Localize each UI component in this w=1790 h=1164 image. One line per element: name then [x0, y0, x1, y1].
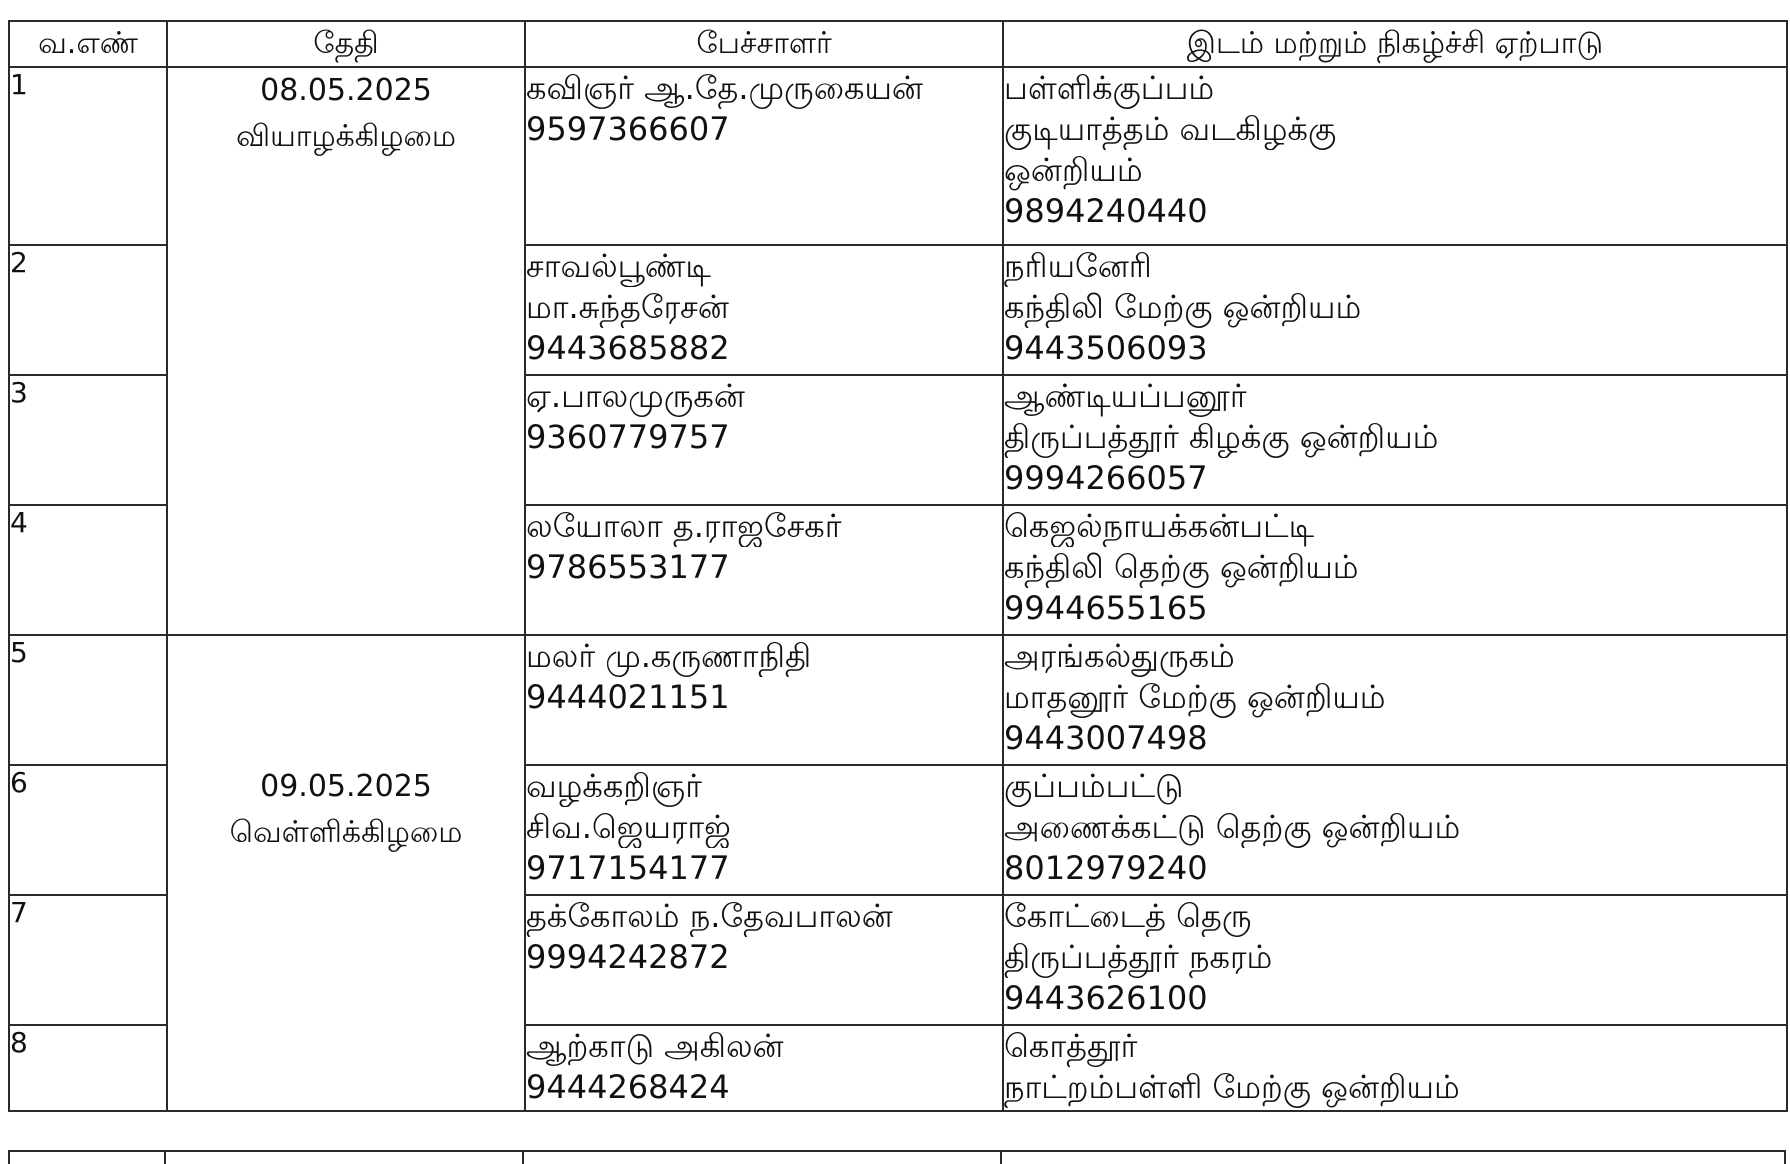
- venue-line: 9894240440: [1004, 192, 1208, 230]
- venue-line: 9443626100: [1004, 979, 1208, 1017]
- venue-line: நாட்றம்பள்ளி மேற்கு ஒன்றியம்: [1004, 1068, 1460, 1106]
- speaker-line: வழக்கறிஞர்: [526, 767, 702, 805]
- speaker-line: 9786553177: [526, 548, 730, 586]
- speaker-line: ஏ.பாலமுருகன்: [526, 377, 745, 415]
- venue-cell: [1003, 67, 1787, 245]
- speaker-line: 9360779757: [526, 418, 730, 456]
- venue-cell: [1003, 765, 1787, 895]
- date-value: 09.05.2025: [260, 769, 432, 804]
- speaker-cell: [525, 765, 1003, 895]
- venue-line: 9994266057: [1004, 459, 1208, 497]
- venue-line: கந்திலி தெற்கு ஒன்றியம்: [1004, 548, 1359, 586]
- day-name: வியாழக்கிழமை: [235, 119, 457, 154]
- serial-number: 3: [9, 375, 167, 505]
- speaker-cell: [525, 505, 1003, 635]
- venue-line: 9443506093: [1004, 329, 1208, 367]
- serial-number: 8: [9, 1025, 167, 1111]
- serial-number: 5: [9, 635, 167, 765]
- venue-line: பள்ளிக்குப்பம்: [1004, 69, 1215, 107]
- speaker-cell: [525, 895, 1003, 1025]
- venue-line: கோட்டைத் தெரு: [1004, 897, 1252, 935]
- table-row: [9, 635, 1787, 765]
- speaker-line: 9444021151: [526, 678, 730, 716]
- day-name: வெள்ளிக்கிழமை: [229, 815, 463, 850]
- schedule-table: [8, 20, 1788, 1112]
- venue-line: 8012979240: [1004, 849, 1208, 887]
- speaker-line: 9717154177: [526, 849, 730, 887]
- speaker-cell: [525, 375, 1003, 505]
- venue-line: ஆண்டியப்பனூர்: [1004, 377, 1247, 415]
- serial-number: 7: [9, 895, 167, 1025]
- speaker-line: 9994242872: [526, 938, 730, 976]
- venue-line: மாதனூர் மேற்கு ஒன்றியம்: [1004, 678, 1386, 716]
- speaker-line: 9597366607: [526, 110, 730, 148]
- serial-number: 6: [9, 765, 167, 895]
- venue-line: 9443007498: [1004, 719, 1208, 757]
- venue-line: குடியாத்தம் வடகிழக்கு: [1004, 110, 1337, 148]
- venue-line: அணைக்கட்டு தெற்கு ஒன்றியம்: [1004, 808, 1461, 846]
- speaker-line: 9444268424: [526, 1068, 730, 1106]
- venue-cell: [1003, 1025, 1787, 1111]
- venue-cell: [1003, 895, 1787, 1025]
- speaker-line: கவிஞர் ஆ.தே.முருகையன்: [526, 69, 923, 107]
- venue-line: ஒன்றியம்: [1004, 151, 1143, 189]
- speaker-line: 9443685882: [526, 329, 730, 367]
- serial-number: 2: [9, 245, 167, 375]
- speaker-line: தக்கோலம் ந.தேவபாலன்: [526, 897, 893, 935]
- speaker-line: மலர் மு.கருணாநிதி: [526, 637, 812, 675]
- serial-number: 1: [9, 67, 167, 245]
- header-date: தேதி: [167, 21, 525, 67]
- header-row: [9, 21, 1787, 67]
- venue-cell: [1003, 375, 1787, 505]
- venue-line: கொத்தூர்: [1004, 1027, 1138, 1065]
- date-cell: [167, 635, 525, 1111]
- header-venue: இடம் மற்றும் நிகழ்ச்சி ஏற்பாடு: [1003, 21, 1787, 67]
- venue-cell: [1003, 245, 1787, 375]
- speaker-line: சாவல்பூண்டி: [526, 247, 711, 285]
- venue-cell: [1003, 505, 1787, 635]
- venue-line: திருப்பத்தூர் நகரம்: [1004, 938, 1273, 976]
- date-value: 08.05.2025: [260, 73, 432, 108]
- venue-line: அரங்கல்துருகம்: [1004, 637, 1235, 675]
- speaker-line: ஆற்காடு அகிலன்: [526, 1027, 784, 1065]
- speaker-cell: [525, 245, 1003, 375]
- serial-number: 4: [9, 505, 167, 635]
- speaker-line: லயோலா த.ராஜசேகர்: [526, 507, 842, 545]
- table-row: [9, 67, 1787, 245]
- schedule-body: [9, 67, 1787, 1111]
- speaker-cell: [525, 635, 1003, 765]
- header-speaker: பேச்சாளர்: [525, 21, 1003, 67]
- date-cell: [167, 67, 525, 635]
- venue-line: கந்திலி மேற்கு ஒன்றியம்: [1004, 288, 1362, 326]
- venue-line: நரியனேரி: [1004, 247, 1152, 285]
- venue-cell: [1003, 635, 1787, 765]
- header-sno: வ.எண்: [9, 21, 167, 67]
- venue-line: கெஜல்நாயக்கன்பட்டி: [1004, 507, 1315, 545]
- speaker-line: மா.சுந்தரேசன்: [526, 288, 729, 326]
- venue-line: திருப்பத்தூர் கிழக்கு ஒன்றியம்: [1004, 418, 1439, 456]
- venue-line: குப்பம்பட்டு: [1004, 767, 1184, 805]
- venue-line: 9944655165: [1004, 589, 1208, 627]
- speaker-line: சிவ.ஜெயராஜ்: [526, 808, 731, 846]
- speaker-cell: [525, 67, 1003, 245]
- speaker-cell: [525, 1025, 1003, 1111]
